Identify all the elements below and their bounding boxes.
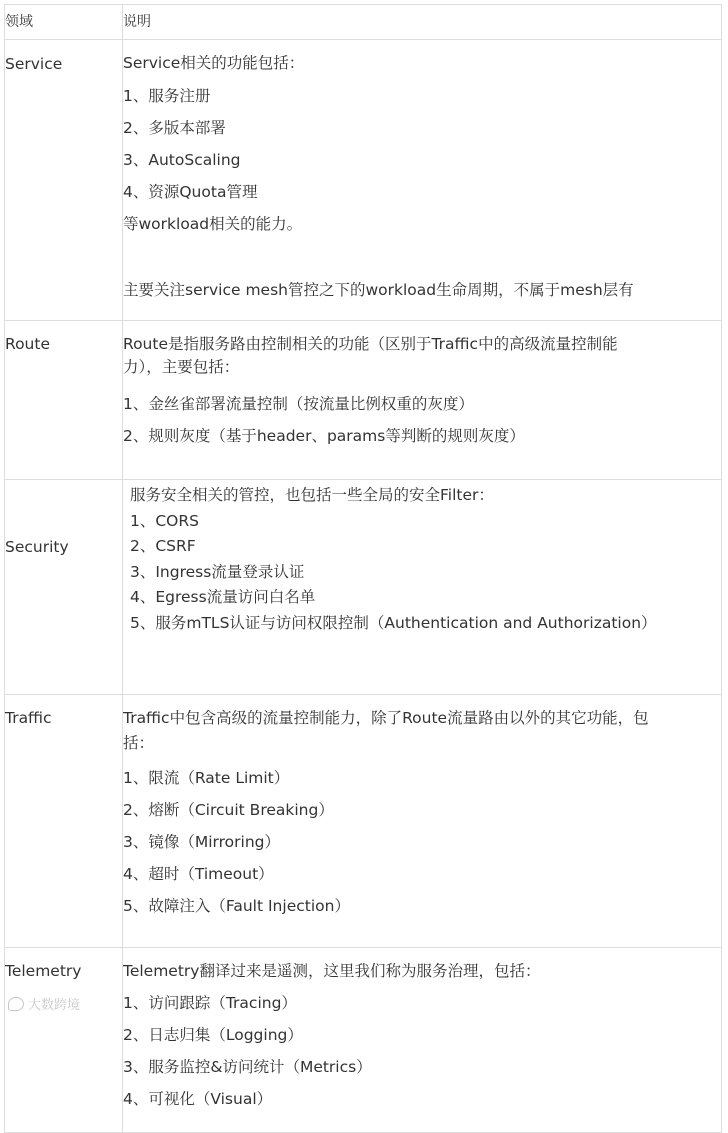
watermark-text: 大数跨境 bbox=[28, 998, 81, 1013]
description-line: 1、限流（Rate Limit） bbox=[123, 769, 290, 787]
blank-line bbox=[123, 240, 721, 274]
table-row-security bbox=[5, 480, 722, 695]
description-line: 力），主要包括： bbox=[123, 358, 240, 376]
table-row-traffic bbox=[5, 695, 722, 948]
table-header-row bbox=[5, 5, 722, 40]
description-line: 4、可视化（Visual） bbox=[123, 1090, 273, 1108]
description-cell-telemetry bbox=[123, 948, 722, 1133]
description-cell-service bbox=[123, 40, 722, 321]
description-line: 1、金丝雀部署流量控制（按流量比例权重的灰度） bbox=[123, 395, 474, 413]
description-line: 4、超时（Timeout） bbox=[123, 865, 274, 883]
description-cell-traffic bbox=[123, 695, 722, 948]
description-cell-security bbox=[123, 480, 722, 695]
table-row-route bbox=[5, 321, 722, 480]
description-line: 服务安全相关的管控，也包括一些全局的安全Filter： bbox=[130, 486, 494, 504]
description-line: 5、故障注入（Fault Injection） bbox=[123, 897, 350, 915]
description-line: 4、资源Quota管理 bbox=[123, 183, 258, 201]
description-cell-route bbox=[123, 321, 722, 480]
mesh-capabilities-table bbox=[4, 4, 722, 1133]
description-line: Route是指服务路由控制相关的功能（区别于Traffic中的高级流量控制能 bbox=[123, 335, 618, 353]
description-line: 2、规则灰度（基于header、params等判断的规则灰度） bbox=[123, 427, 525, 445]
description-line: 1、CORS bbox=[130, 511, 199, 530]
header-domain: 领域 bbox=[5, 5, 123, 40]
description-line: Traffic中包含高级的流量控制能力，除了Route流量路由以外的其它功能，包 bbox=[123, 709, 649, 727]
description-line: 等workload相关的能力。 bbox=[123, 215, 303, 233]
description-line: 5、服务mTLS认证与访问权限控制（Authentication and Authorization） bbox=[130, 613, 657, 632]
header-description: 说明 bbox=[123, 5, 722, 40]
description-line: 主要关注service mesh管控之下的workload生命周期，不属于mesh层有 bbox=[123, 281, 634, 299]
description-line: 2、CSRF bbox=[130, 537, 196, 555]
description-line: 2、熔断（Circuit Breaking） bbox=[123, 801, 334, 819]
description-line: 3、服务监控&访问统计（Metrics） bbox=[123, 1058, 372, 1076]
domain-cell-security: Security bbox=[5, 480, 123, 695]
description-line: 2、日志归集（Logging） bbox=[123, 1026, 303, 1044]
domain-cell-traffic: Traffic bbox=[5, 695, 123, 948]
description-line: 3、镜像（Mirroring） bbox=[123, 833, 280, 851]
domain-cell-service: Service bbox=[5, 40, 123, 321]
description-line: 3、Ingress流量登录认证 bbox=[130, 562, 305, 581]
description-line: 1、服务注册 bbox=[123, 87, 211, 105]
table-row-telemetry bbox=[5, 948, 722, 1133]
watermark bbox=[8, 994, 80, 1013]
description-line: 2、多版本部署 bbox=[123, 119, 226, 137]
description-line: Service相关的功能包括： bbox=[123, 54, 305, 72]
description-line: Telemetry翻译过来是遥测，这里我们称为服务治理，包括： bbox=[123, 962, 541, 980]
description-line: 括： bbox=[123, 734, 155, 752]
domain-cell-route: Route bbox=[5, 321, 123, 480]
domain-cell-telemetry: Telemetry bbox=[5, 948, 123, 1133]
table-row-service bbox=[5, 40, 722, 321]
description-line: 3、AutoScaling bbox=[123, 151, 241, 169]
description-line: 4、Egress流量访问白名单 bbox=[130, 588, 316, 606]
speech-bubble-icon bbox=[8, 997, 24, 1011]
description-line: 1、访问跟踪（Tracing） bbox=[123, 994, 297, 1012]
